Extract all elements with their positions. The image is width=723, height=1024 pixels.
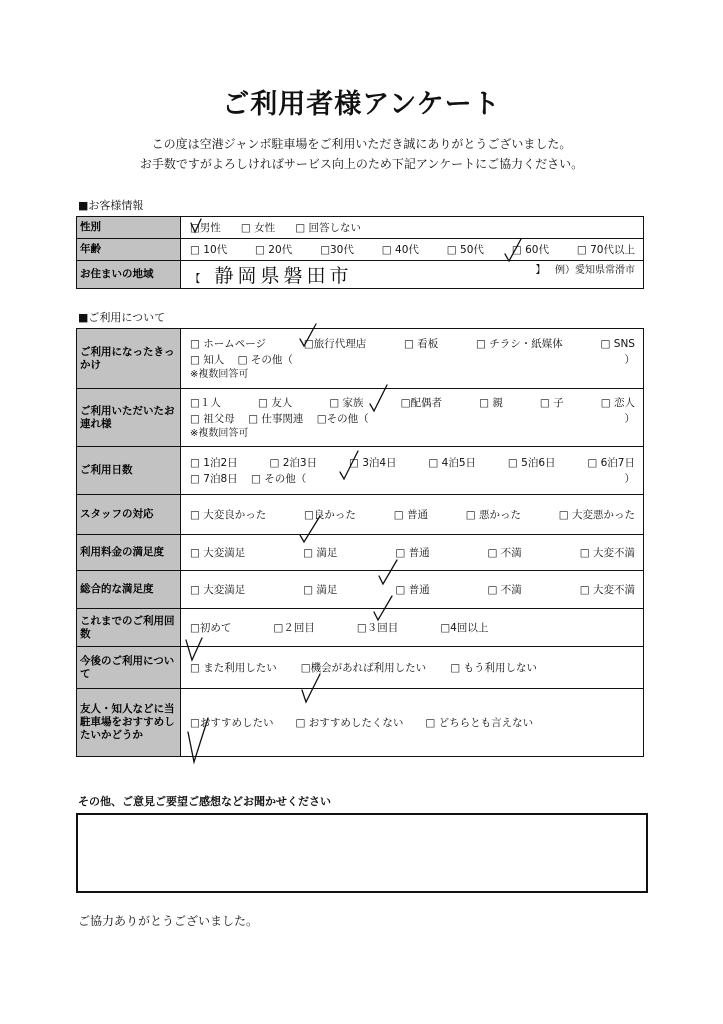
trigger-option-travel-agency[interactable]: □旅行代理店: [303, 337, 367, 350]
days-option-7n8d[interactable]: □ 7泊8日: [190, 472, 238, 485]
price-label: 利用料金の満足度: [77, 535, 181, 571]
days-option-1n2d[interactable]: □ 1泊2日: [190, 456, 238, 469]
residence-bracket-open: 【: [190, 273, 201, 285]
overall-option-very-dissatisfied[interactable]: □ 大変不満: [579, 583, 635, 596]
days-option-6n7d[interactable]: □ 6泊7日: [587, 456, 635, 469]
visits-option-second[interactable]: □２回目: [273, 621, 315, 634]
check-mark-recommend: [188, 718, 208, 762]
price-option-very-satisfied[interactable]: □ 大変満足: [190, 546, 246, 559]
future-label: 今後のご利用について: [77, 647, 181, 689]
age-option-60s[interactable]: □ 60代: [511, 243, 549, 256]
check-mark-first-visit: [186, 638, 202, 660]
trigger-option-other[interactable]: □ その他（: [237, 353, 293, 366]
trigger-note: ※複数回答可: [190, 368, 249, 380]
companion-option-parent[interactable]: □ 親: [479, 396, 503, 409]
days-option-2n3d[interactable]: □ 2泊3日: [269, 456, 318, 469]
visits-option-fourth-plus[interactable]: □4回以上: [440, 621, 489, 634]
gender-option-male[interactable]: □男性: [190, 221, 221, 234]
residence-example: 例）愛知県常滑市: [555, 265, 635, 276]
trigger-other-close: ）: [624, 353, 635, 366]
companion-option-partner[interactable]: □ 恋人: [600, 396, 635, 409]
check-mark-travel-agency: [300, 324, 316, 346]
visits-option-first[interactable]: □初めて: [190, 621, 232, 634]
staff-option-bad[interactable]: □ 悪かった: [465, 508, 521, 521]
thanks-message: ご協力ありがとうございました。: [78, 914, 259, 928]
staff-label: スタッフの対応: [77, 495, 181, 535]
age-option-20s[interactable]: □ 20代: [255, 243, 293, 256]
days-option-5n6d[interactable]: □ 5泊6日: [507, 456, 556, 469]
recommend-option-neutral[interactable]: □ どちらとも言えない: [425, 716, 534, 729]
check-mark-70s: [505, 239, 521, 261]
price-option-average[interactable]: □ 普通: [395, 546, 430, 559]
future-option-never[interactable]: □ もう利用しない: [450, 661, 537, 674]
days-option-4n5d[interactable]: □ 4泊5日: [428, 456, 477, 469]
usage-section-title: ■ご利用について: [78, 311, 166, 324]
gender-option-female[interactable]: □ 女性: [240, 221, 276, 234]
overall-option-dissatisfied[interactable]: □ 不満: [487, 583, 522, 596]
companion-option-child[interactable]: □ 子: [539, 396, 564, 409]
customer-section-title: ■お客様情報: [78, 199, 144, 212]
recommend-option-yes[interactable]: □おすすめしたい: [190, 716, 274, 729]
companion-note: ※複数回答可: [190, 427, 249, 439]
price-option-dissatisfied[interactable]: □ 不満: [487, 546, 522, 559]
overall-option-satisfied[interactable]: □ 満足: [303, 583, 338, 596]
age-option-30s[interactable]: □30代: [320, 243, 354, 256]
check-mark-if-chance: [302, 674, 320, 702]
trigger-option-homepage[interactable]: □ ホームページ: [190, 337, 267, 350]
intro-line-2: お手数ですがよろしければサービス向上のため下記アンケートにご協力ください。: [139, 157, 584, 171]
age-option-10s[interactable]: □ 10代: [190, 243, 228, 256]
companion-other-close: ）: [624, 412, 635, 425]
days-label: ご利用日数: [77, 447, 181, 495]
companion-option-grandparent[interactable]: □ 祖父母: [190, 412, 235, 425]
trigger-label: ご利用になったきっかけ: [77, 329, 181, 389]
residence-input[interactable]: 静岡県磐田市: [214, 265, 353, 287]
intro-line-1: この度は空港ジャンボ駐車場をご利用いただき誠にありがとうございました。: [151, 137, 572, 151]
gender-label: 性別: [77, 217, 181, 239]
companion-label: ご利用いただいたお連れ様: [77, 389, 181, 447]
staff-option-very-good[interactable]: □ 大変良かった: [190, 508, 267, 521]
companion-option-spouse[interactable]: □配偶者: [400, 396, 443, 409]
days-option-other[interactable]: □ その他（: [250, 472, 307, 485]
days-option-3n4d[interactable]: □ 3泊4日: [348, 456, 397, 469]
days-other-close: ）: [624, 472, 635, 485]
price-option-satisfied[interactable]: □ 満足: [303, 546, 338, 559]
companion-option-alone[interactable]: □１人: [190, 396, 221, 409]
companion-option-family[interactable]: □ 家族: [329, 396, 364, 409]
overall-label: 総合的な満足度: [77, 571, 181, 609]
visits-option-third[interactable]: □３回目: [356, 621, 399, 634]
check-mark-male: [191, 219, 201, 232]
page-title: ご利用者様アンケート: [222, 89, 501, 120]
age-option-50s[interactable]: □ 50代: [446, 243, 484, 256]
check-mark-price-average: [379, 560, 397, 584]
staff-option-very-bad[interactable]: □ 大変悪かった: [558, 508, 635, 521]
recommend-label: 友人・知人などに当駐車場をおすすめしたいかどうか: [77, 689, 181, 757]
companion-option-friend[interactable]: □ 友人: [257, 396, 293, 409]
visits-label: これまでのご利用回数: [77, 609, 181, 647]
age-option-70s-plus[interactable]: □ 70代以上: [576, 243, 635, 256]
recommend-option-no[interactable]: □ おすすめしたくない: [295, 716, 404, 729]
age-option-40s[interactable]: □ 40代: [381, 243, 419, 256]
future-option-if-chance[interactable]: □機会があれば利用したい: [300, 661, 427, 674]
staff-option-average[interactable]: □ 普通: [393, 508, 428, 521]
residence-bracket-close: 】: [535, 265, 546, 276]
trigger-option-sns[interactable]: □ SNS: [600, 337, 635, 350]
comments-prompt: その他、ご意見ご要望ご感想などお聞かせください: [78, 795, 331, 808]
companion-option-work[interactable]: □ 仕事関連: [248, 412, 304, 425]
future-option-again[interactable]: □ また利用したい: [190, 661, 277, 674]
staff-option-good[interactable]: □良かった: [304, 508, 356, 521]
residence-label: お住まいの地域: [77, 261, 181, 289]
price-option-very-dissatisfied[interactable]: □ 大変不満: [579, 546, 635, 559]
check-mark-spouse: [370, 385, 387, 411]
overall-option-average[interactable]: □ 普通: [395, 583, 430, 596]
companion-option-other[interactable]: □その他（: [316, 412, 369, 425]
trigger-option-signboard[interactable]: □ 看板: [403, 337, 439, 350]
check-mark-overall-average: [374, 596, 392, 620]
check-mark-3n4d: [340, 451, 358, 479]
trigger-option-flyer[interactable]: □ チラシ・紙媒体: [476, 337, 563, 350]
age-label: 年齢: [77, 239, 181, 261]
check-mark-good: [300, 516, 320, 542]
overall-option-very-satisfied[interactable]: □ 大変満足: [190, 583, 246, 596]
gender-option-no-answer[interactable]: □ 回答しない: [295, 221, 361, 234]
trigger-option-acquaintance[interactable]: □ 知人: [190, 353, 225, 366]
